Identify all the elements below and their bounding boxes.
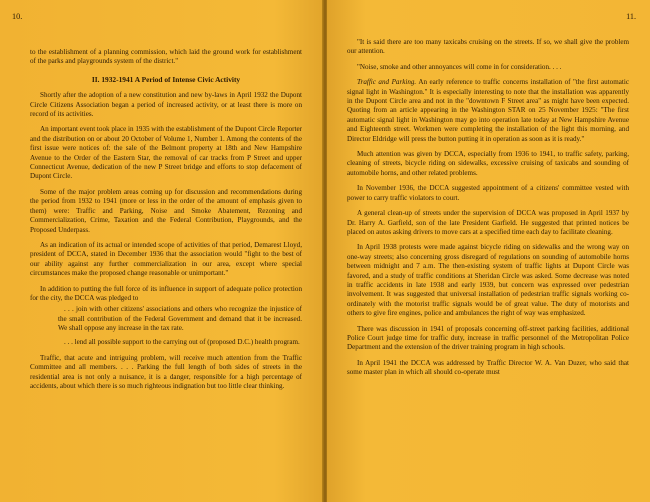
paragraph: In April 1938 protests were made against bicycle riding on sidewalks and the wrong way on one-way streets; also concerning gross disregard of regulations on sounding of automobile horns between midnight and 7 a.m. The then-existing system of traffic lights at Dupont Circle was favored, and a study of traffic conditions at Sheridan Circle was asked. Some decrease was noted in traffic accidents in late 1938 and early 1939, but concern was expressed over pedestrian involvement. It was suggested that universal installation of pedestrian traffic signals working co-ordinately with the motorist traffic signals would be of great value. The duty of motorists and others to give fire engines, police and ambulances the right of way was emphasized. [347,243,629,318]
paragraph: Some of the major problem areas coming up for discussion and recommendations during the period from 1932 to 1941 (more or less in the order of the amount of emphasis given to them) were: Traffic and Parking, Noise and Smoke Abatement, Rezoning and Commercialization, Crime, Taxation and the Federal Contribution, Playgrounds, and the Proposed Underpass. [30,187,302,234]
block-quote: . . . join with other citizens' associations and others who recognize the injustice of the small contribution of the Federal Government and demand that it be increased. We shall oppose any increase in the tax rate. [58,305,302,333]
paragraph: Shortly after the adoption of a new constitution and new by-laws in April 1932 the Dupont Circle Citizens Association began a period of increased activity, or at least there is more on record of its activities. [30,91,302,119]
paragraph: There was discussion in 1941 of proposals concerning off-street parking facilities, additional Police Court judge time for traffic duty, increase in traffic personnel of the Metropolitan Police Department and the extension of the driver training program in high schools. [347,324,629,352]
paragraph: In addition to putting the full force of its influence in support of adequate police protection for the city, the DCCA was pledged to [30,284,302,302]
page-number-right: 11. [626,12,636,21]
paragraph: Traffic, that acute and intriguing problem, will receive much attention from the Traffic Committee and all members. . . . Parking the full length of both sides of streets in the residential area is not only a nuisance, it is a danger, responsible for a high percentage of accidents, about which there is so much righteous indignation but too little clear thinking. [30,353,302,391]
left-page [0,0,323,502]
paragraph: "Noise, smoke and other annoyances will come in for consideration. . . . [357,62,562,71]
paragraph: A general clean-up of streets under the supervision of DCCA was proposed in April 1937 by Dr. Harry A. Garfield, son of the late President Garfield. He suggested that printed notices be placed on autos asking drivers to move cars at a specified time each day to facilitate cleaning. [347,209,629,236]
left-page-text [30,48,302,398]
page-number-left: 10. [12,12,23,21]
right-page [327,0,650,502]
paragraph: As an indication of its actual or intended scope of activities of that period, Demarest Lloyd, president of DCCA, stated in December 1936 that the association would "fight to the best of our ability against any further commercialization in our area, except where special circumstances make the proposed change reasonable or unimportant." [30,240,302,278]
block-quote: . . . lend all possible support to the carrying out of (proposed D.C.) health program. [64,337,300,346]
italic-lead: Traffic and Parking. [357,78,417,87]
section-heading: II. 1932-1941 A Period of Intense Civic Activity [91,74,241,84]
right-page-text [347,38,629,384]
paragraph [347,78,629,144]
paragraph: An important event took place in 1935 with the establishment of the Dupont Circle Reporter and the distribution on or about 20 October of Volume 1, Number 1. Among the contents of the first issue were notices of: the sale of the Belmont property at 18th and New Hampshire Avenue to the Order of the Eastern Star, the removal of car tracks from P Street and upper Connecticut Avenue, dedication of the new P Street bridge and efforts to stop defacement of Dupont Circle. [30,125,303,181]
paragraph-body: An early reference to traffic concerns installation of "the first automatic signal light in Washington." It is especially interesting to note that the installation was apparently in the Dupont Circle area and not in the "downtown F Street area" as might have been expected. Quoting from an article appearing in the Washington STAR on 25 November 1925: "The first automatic signal light in Washington may go into operation late today at New Hampshire Avenue and Eighteenth street. Workmen were completing the installation of the light this morning, and Director Eldridge will press the button putting it in operation as soon as it is ready." [347,78,629,143]
paragraph: Much attention was given by DCCA, especially from 1936 to 1941, to traffic safety, parking, cleaning of streets, bicycle riding on sidewalks, excessive cruising of taxicabs and sounding of automobile horns, and other related problems. [347,150,629,177]
paragraph: "It is said there are too many taxicabs cruising on the streets. If so, we shall give the problem our attention. [347,38,629,56]
paragraph: to the establishment of a planning commission, which laid the ground work for establishment of the parks and playgrounds system of the district." [30,48,302,66]
paragraph: In November 1936, the DCCA suggested appointment of a citizens' committee vested with power to carry traffic violators to court. [347,184,629,202]
paragraph: In April 1941 the DCCA was addressed by Traffic Director W. A. Van Duzer, who said that some master plan in which all should co-operate must [347,358,629,377]
